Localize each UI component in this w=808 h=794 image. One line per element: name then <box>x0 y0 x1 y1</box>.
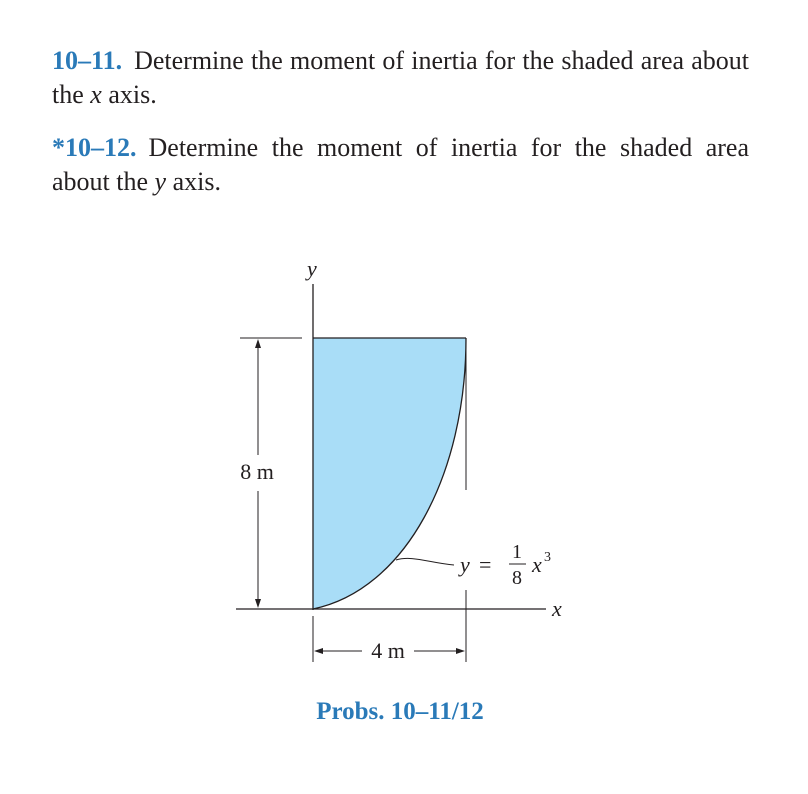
equation-denominator: 8 <box>512 567 522 589</box>
x-axis-label: x <box>552 596 562 621</box>
width-dimension-label: 4 m <box>371 638 405 663</box>
equation-numerator: 1 <box>512 541 522 563</box>
arrowhead-right <box>456 648 465 654</box>
equation-variable: x <box>532 552 542 577</box>
curve-equation <box>458 541 551 589</box>
y-axis-label: y <box>307 256 317 281</box>
figure-caption: Probs. 10–11/12 <box>316 698 484 725</box>
equation-exponent: 3 <box>544 550 551 565</box>
equation-leader-line <box>396 558 454 565</box>
arrowhead-left <box>314 648 323 654</box>
problem-text-end: axis. <box>101 80 157 109</box>
problem-number: *10–12. <box>52 133 137 162</box>
problem-text: Determine the moment of inertia for the shaded area about the <box>52 133 749 196</box>
problem-text-end: axis. <box>166 167 221 196</box>
arrowhead-up <box>255 339 261 348</box>
arrowhead-down <box>255 599 261 608</box>
axis-variable: x <box>90 80 102 109</box>
equation-equals: = <box>479 552 492 577</box>
height-dimension-label: 8 m <box>240 459 274 484</box>
axis-variable: y <box>154 167 167 196</box>
problem-text: Determine the moment of inertia for the shaded area about the <box>52 46 749 109</box>
problem-number: 10–11. <box>52 46 123 75</box>
shaded-area <box>313 338 466 609</box>
equation-lhs: y <box>460 552 470 577</box>
